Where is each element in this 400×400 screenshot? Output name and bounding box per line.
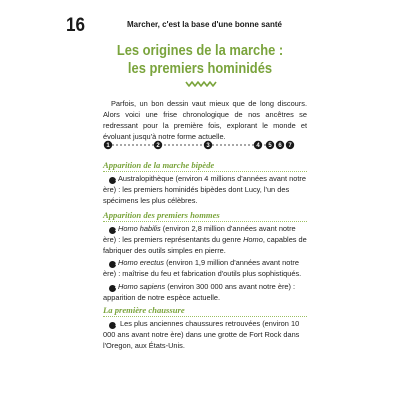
item-name: Homo sapiens	[118, 282, 166, 291]
timeline-marker-2	[154, 141, 162, 149]
timeline-marker-7	[286, 141, 294, 149]
timeline	[103, 139, 309, 151]
section-divider	[103, 221, 307, 222]
timeline-marker-1	[104, 141, 112, 149]
item-text: (environ 4 millions d'années avant notre ère) : les premiers hominidés bipèdes dont Lucy, l'un des spécimens les plus célèbres.	[103, 174, 306, 205]
section-divider	[103, 171, 307, 172]
list-item	[103, 318, 307, 351]
section-divider	[103, 316, 307, 317]
list-item	[103, 223, 307, 256]
zigzag-ornament-icon	[185, 80, 217, 88]
chapter-title-line-1: Les origines de la marche :	[116, 42, 284, 59]
section-heading-first-shoe: La première chaussure	[103, 305, 185, 315]
svg-text:7: 7	[288, 143, 292, 150]
number-badge: 3	[109, 261, 116, 268]
svg-text:5: 5	[268, 143, 272, 150]
timeline-marker-6	[276, 141, 284, 149]
number-badge: 4	[109, 285, 116, 292]
svg-text:6: 6	[278, 143, 282, 150]
item-text: Les plus anciennes chaussures retrouvées (environ 10 000 ans avant notre ère) dans une grotte de Fort Rock dans l'Oregon, aux États-Unis.	[103, 319, 300, 350]
item-genus: Homo	[243, 235, 263, 244]
item-name: Homo habilis	[118, 224, 161, 233]
item-text-2: , capables de fabriquer des outils simples en pierre.	[103, 235, 307, 255]
section-heading-first-men: Apparition des premiers hommes	[103, 210, 220, 220]
running-head: Marcher, c'est la base d'une bonne santé	[127, 20, 282, 29]
svg-text:4: 4	[256, 143, 260, 150]
number-badge: 1	[109, 177, 116, 184]
list-item	[103, 257, 307, 279]
item-name: Australopithèque	[118, 174, 174, 183]
section-heading-bipedal: Apparition de la marche bipède	[103, 160, 215, 170]
timeline-marker-4	[254, 141, 262, 149]
intro-paragraph: Parfois, un bon dessin vaut mieux que de long discours. Alors voici une frise chronologique de nos ancêtres se redressant pour la première fois, explorant le monde et évoluant jusqu'à notre forme actuelle.	[103, 99, 307, 141]
item-text: (environ 1,9 million d'années avant notre ère) : maîtrise du feu et fabrication d'outils plus sophistiqués.	[103, 258, 302, 278]
svg-text:3: 3	[206, 143, 210, 150]
page-number: 16	[66, 15, 86, 36]
item-text: (environ 2,8 million d'années avant notre ère) : les premiers représentants du genre	[103, 224, 296, 244]
svg-text:1: 1	[106, 143, 110, 150]
number-badge: 5	[109, 322, 116, 329]
item-text: (environ 300 000 ans avant notre ère) : apparition de notre espèce actuelle.	[103, 282, 296, 302]
timeline-marker-3	[204, 141, 212, 149]
list-item	[103, 281, 307, 303]
chapter-title-line-2: les premiers hominidés	[127, 60, 273, 77]
timeline-marker-5	[266, 141, 274, 149]
item-name: Homo erectus	[118, 258, 165, 267]
chapter-title	[80, 42, 321, 78]
number-badge: 2	[109, 227, 116, 234]
svg-text:2: 2	[156, 143, 160, 150]
list-item	[103, 173, 307, 206]
